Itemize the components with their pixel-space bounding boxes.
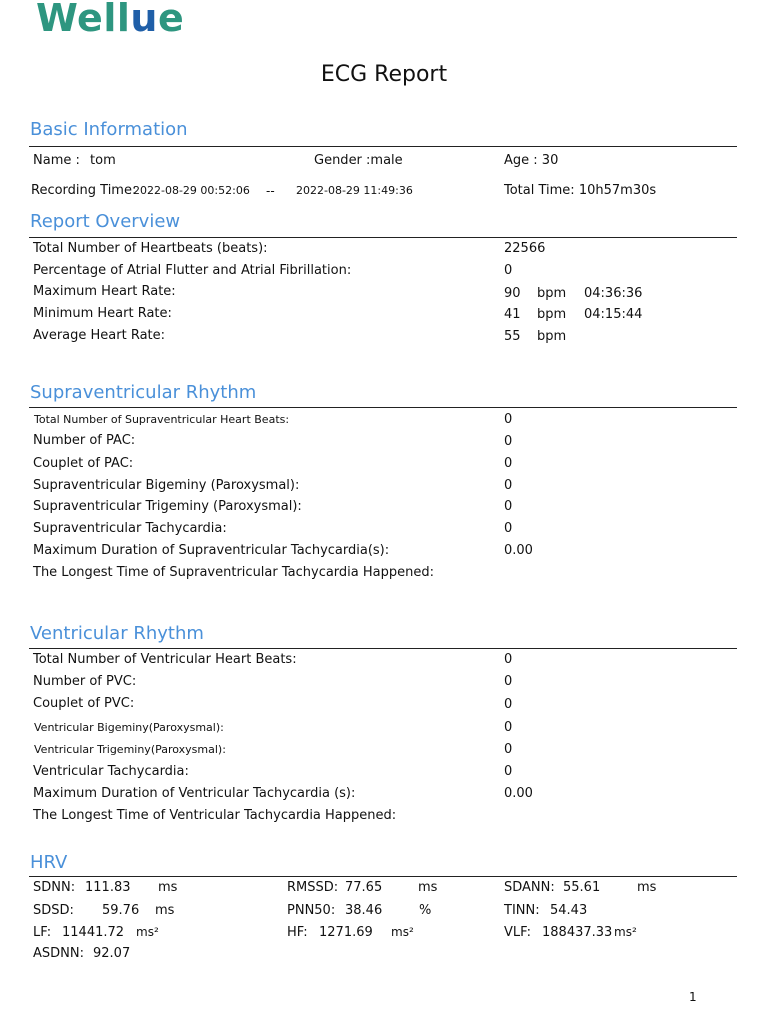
section-divider xyxy=(29,237,737,238)
ventri-label: Total Number of Ventricular Heart Beats: xyxy=(33,652,297,667)
hrv-hf-value: 1271.69 xyxy=(319,925,373,940)
overview-label: Maximum Heart Rate: xyxy=(33,284,176,299)
section-divider xyxy=(29,407,737,408)
overview-label: Total Number of Heartbeats (beats): xyxy=(33,241,268,256)
supra-value: 0 xyxy=(504,499,513,514)
hrv-asdnn-value: 92.07 xyxy=(93,946,131,961)
hrv-rmssd-label: RMSSD: xyxy=(287,880,339,895)
supra-label: Total Number of Supraventricular Heart Beats: xyxy=(34,413,290,426)
overview-time: 04:36:36 xyxy=(584,286,643,301)
ventri-label: Maximum Duration of Ventricular Tachycardia (s): xyxy=(33,786,356,801)
hrv-lf-unit: ms² xyxy=(136,925,159,939)
supra-value: 0 xyxy=(504,456,513,471)
ventri-label: Ventricular Bigeminy(Paroxysmal): xyxy=(34,721,224,734)
hrv-tinn-label: TINN: xyxy=(504,903,540,918)
name-field: Name : tom xyxy=(33,153,116,168)
hrv-tinn-value: 54.43 xyxy=(550,903,588,918)
hrv-asdnn-label: ASDNN: xyxy=(33,946,84,961)
wellue-logo: Wellue xyxy=(36,0,185,40)
section-heading-hrv: HRV xyxy=(30,852,68,873)
section-heading-report-overview: Report Overview xyxy=(30,211,181,232)
overview-unit: bpm xyxy=(537,286,567,301)
hrv-vlf-unit: ms² xyxy=(614,925,637,939)
overview-time: 04:15:44 xyxy=(584,307,643,322)
ventri-value: 0 xyxy=(504,720,513,735)
hrv-sdnn-label: SDNN: xyxy=(33,880,76,895)
ventri-value: 0 xyxy=(504,742,513,757)
supra-label: Supraventricular Bigeminy (Paroxysmal): xyxy=(33,478,300,493)
overview-value: 90 xyxy=(504,286,521,301)
ventri-label: Number of PVC: xyxy=(33,674,137,689)
hrv-pnn50-label: PNN50: xyxy=(287,903,336,918)
ventri-value: 0 xyxy=(504,674,513,689)
overview-value: 0 xyxy=(504,263,513,278)
ventri-label: Ventricular Trigeminy(Paroxysmal): xyxy=(34,743,226,756)
section-heading-ventricular: Ventricular Rhythm xyxy=(30,623,204,644)
hrv-sdnn-unit: ms xyxy=(158,880,178,895)
supra-value: 0 xyxy=(504,412,513,427)
supra-value: 0.00 xyxy=(504,543,533,558)
section-divider xyxy=(29,146,737,147)
supra-value: 0 xyxy=(504,434,513,449)
section-divider xyxy=(29,648,737,649)
supra-label: Number of PAC: xyxy=(33,433,136,448)
hrv-vlf-value: 188437.33 xyxy=(542,925,613,940)
supra-label: The Longest Time of Supraventricular Tachycardia Happened: xyxy=(33,565,435,580)
supra-label: Maximum Duration of Supraventricular Tachycardia(s): xyxy=(33,543,390,558)
hrv-lf-value: 11441.72 xyxy=(62,925,125,940)
page-title: ECG Report xyxy=(320,62,448,87)
hrv-sdann-label: SDANN: xyxy=(504,880,555,895)
recording-separator: -- xyxy=(266,184,275,198)
overview-unit: bpm xyxy=(537,329,567,344)
ventri-value: 0 xyxy=(504,697,513,712)
hrv-pnn50-value: 38.46 xyxy=(345,903,383,918)
supra-value: 0 xyxy=(504,478,513,493)
ventri-value: 0 xyxy=(504,652,513,667)
ventri-value: 0.00 xyxy=(504,786,533,801)
supra-value: 0 xyxy=(504,521,513,536)
overview-value: 41 xyxy=(504,307,521,322)
hrv-sdnn-value: 111.83 xyxy=(85,880,131,895)
overview-label: Percentage of Atrial Flutter and Atrial Fibrillation: xyxy=(33,263,352,278)
hrv-rmssd-value: 77.65 xyxy=(345,880,383,895)
recording-start: 2022-08-29 00:52:06 xyxy=(133,184,250,197)
hrv-lf-label: LF: xyxy=(33,925,52,940)
overview-label: Minimum Heart Rate: xyxy=(33,306,172,321)
section-heading-basic-information: Basic Information xyxy=(30,119,188,140)
overview-value: 22566 xyxy=(504,241,546,256)
section-divider xyxy=(29,876,737,877)
supra-label: Supraventricular Tachycardia: xyxy=(33,521,227,536)
ventri-label: Ventricular Tachycardia: xyxy=(33,764,189,779)
hrv-sdann-unit: ms xyxy=(637,880,657,895)
hrv-hf-label: HF: xyxy=(287,925,308,940)
total-time-field: Total Time: 10h57m30s xyxy=(504,183,657,198)
recording-end: 2022-08-29 11:49:36 xyxy=(296,184,413,197)
hrv-sdann-value: 55.61 xyxy=(563,880,601,895)
supra-label: Supraventricular Trigeminy (Paroxysmal): xyxy=(33,499,302,514)
page-number: 1 xyxy=(689,990,697,1004)
hrv-sdsd-unit: ms xyxy=(155,903,175,918)
section-heading-supraventricular: Supraventricular Rhythm xyxy=(30,382,257,403)
hrv-sdsd-label: SDSD: xyxy=(33,903,74,918)
hrv-hf-unit: ms² xyxy=(391,925,414,939)
ventri-label: Couplet of PVC: xyxy=(33,696,135,711)
overview-value: 55 xyxy=(504,329,521,344)
hrv-pnn50-unit: % xyxy=(419,903,432,918)
recording-time-label: Recording Time: xyxy=(31,183,137,198)
supra-label: Couplet of PAC: xyxy=(33,456,134,471)
hrv-sdsd-value: 59.76 xyxy=(102,903,140,918)
overview-unit: bpm xyxy=(537,307,567,322)
age-field: Age : 30 xyxy=(504,153,559,168)
ventri-value: 0 xyxy=(504,764,513,779)
hrv-rmssd-unit: ms xyxy=(418,880,438,895)
overview-label: Average Heart Rate: xyxy=(33,328,166,343)
gender-field: Gender :male xyxy=(314,153,403,168)
ventri-label: The Longest Time of Ventricular Tachycardia Happened: xyxy=(33,808,397,823)
hrv-vlf-label: VLF: xyxy=(504,925,531,940)
